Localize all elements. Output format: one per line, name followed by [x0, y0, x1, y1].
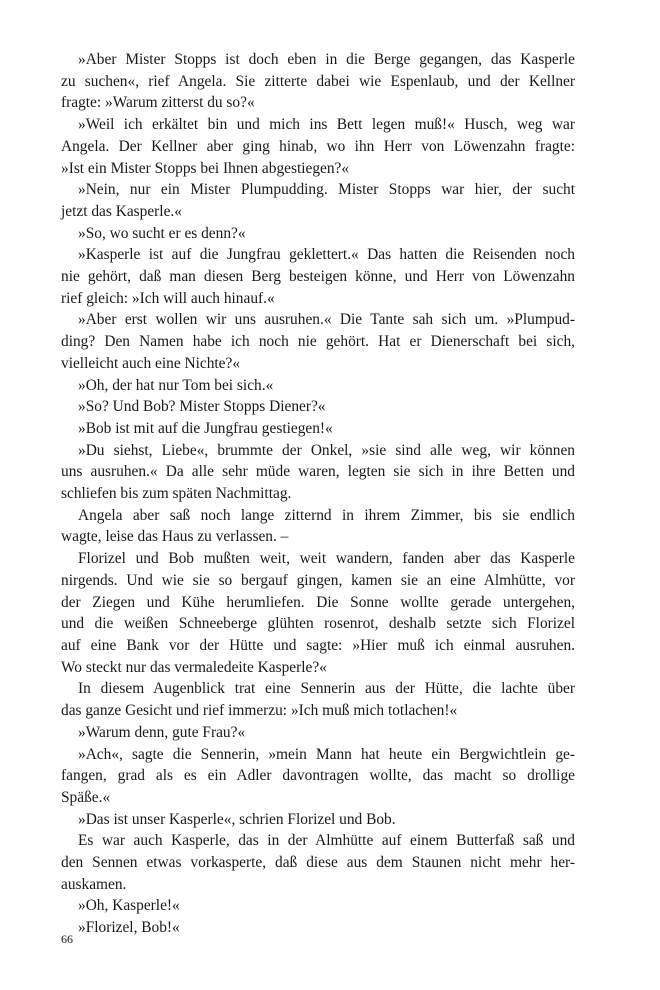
text-line: auf eine Bank vor der Hütte und sagte: »Hier muß ich einmal ausruhen.	[61, 636, 575, 654]
text-line: »Ist ein Mister Stopps bei Ihnen abgestiegen?«	[61, 159, 350, 177]
text-line: Angela. Der Kellner aber ging hinab, wo ihn Herr von Löwenzahn fragte:	[61, 137, 575, 155]
text-line: das ganze Gesicht und rief immerzu: »Ich muß mich totlachen!«	[61, 702, 458, 720]
text-line: jetzt das Kasperle.«	[61, 202, 182, 220]
text-line: Wo steckt nur das vermaledeite Kasperle?«	[61, 658, 327, 676]
text-line: der Ziegen und Kühe herumliefen. Die Sonne wollte gerade untergehen,	[61, 593, 575, 611]
paragraph	[61, 548, 575, 678]
paragraph	[61, 375, 575, 397]
text-line: rief gleich: »Ich will auch hinauf.«	[61, 289, 275, 307]
text-line: »Ach«, sagte die Sennerin, »mein Mann hat heute ein Bergwichtlein ge-	[78, 745, 575, 763]
text-line: fangen, grad als es ein Adler davontragen wollte, das macht so drollige	[61, 767, 575, 785]
text-line: Angela aber saß noch lange zitternd in ihrem Zimmer, bis sie endlich	[78, 506, 575, 524]
text-line: »So? Und Bob? Mister Stopps Diener?«	[78, 398, 326, 416]
text-line: »Bob ist mit auf die Jungfrau gestiegen!«	[78, 419, 333, 437]
text-line: Es war auch Kasperle, das in der Almhütte auf einem Butterfaß saß und	[78, 832, 575, 850]
book-page	[61, 49, 575, 939]
text-line: »Kasperle ist auf die Jungfrau geklettert.« Das hatten die Reisenden noch	[78, 246, 575, 264]
text-line: »Oh, der hat nur Tom bei sich.«	[78, 376, 274, 394]
paragraph	[61, 244, 575, 309]
text-line: »Aber Mister Stopps ist doch eben in die Berge gegangen, das Kasperle	[78, 51, 575, 68]
paragraph	[61, 505, 575, 548]
paragraph	[61, 895, 575, 917]
paragraph	[61, 418, 575, 440]
text-line: fragte: »Warum zitterst du so?«	[61, 94, 255, 112]
text-line: nirgends. Und wie sie so bergauf gingen, kamen sie an eine Almhütte, vor	[61, 571, 575, 589]
text-line: schliefen bis zum späten Nachmittag.	[61, 485, 292, 503]
paragraph	[61, 830, 575, 895]
text-line: zu suchen«, rief Angela. Sie zitterte dabei wie Espenlaub, und der Kellner	[61, 72, 575, 90]
paragraph	[61, 440, 575, 505]
text-line: vielleicht auch eine Nichte?«	[61, 354, 241, 372]
text-line: »Weil ich erkältet bin und mich ins Bett legen muß!« Husch, weg war	[78, 116, 575, 134]
paragraph	[61, 809, 575, 831]
text-line: »So, wo sucht er es denn?«	[78, 224, 246, 242]
text-line: »Oh, Kasperle!«	[78, 897, 180, 915]
text-line: Späße.«	[61, 788, 111, 806]
text-line: den Sennen etwas vorkasperte, daß diese aus dem Staunen nicht mehr her-	[61, 854, 575, 872]
text-line: ding? Den Namen habe ich noch nie gehört. Hat er Dienerschaft bei sich,	[61, 333, 575, 351]
paragraph	[61, 722, 575, 744]
text-line: uns ausruhen.« Da alle sehr müde waren, legten sie sich in ihre Betten und	[61, 463, 575, 481]
text-line: »Aber erst wollen wir uns ausruhen.« Die Tante sah sich um. »Plumpud-	[78, 311, 575, 329]
text-line: auskamen.	[61, 875, 127, 893]
text-line: »Warum denn, gute Frau?«	[78, 723, 246, 741]
body-text	[61, 49, 575, 939]
text-line: »Florizel, Bob!«	[78, 919, 180, 937]
paragraph	[61, 917, 575, 939]
text-line: wagte, leise das Haus zu verlassen. –	[61, 528, 289, 546]
paragraph	[61, 678, 575, 721]
paragraph	[61, 223, 575, 245]
paragraph	[61, 179, 575, 222]
text-line: »Du siehst, Liebe«, brummte der Onkel, »sie sind alle weg, wir können	[78, 441, 575, 459]
paragraph	[61, 309, 575, 374]
paragraph	[61, 114, 575, 179]
text-line: »Nein, nur ein Mister Plumpudding. Mister Stopps war hier, der sucht	[78, 181, 575, 199]
text-line: nie gehört, daß man diesen Berg besteigen könne, und Herr von Löwenzahn	[61, 268, 575, 286]
paragraph	[61, 49, 575, 114]
paragraph	[61, 396, 575, 418]
text-line: Florizel und Bob mußten weit, weit wandern, fanden aber das Kasperle	[78, 550, 575, 568]
paragraph	[61, 744, 575, 809]
text-line: In diesem Augenblick trat eine Sennerin aus der Hütte, die lachte über	[78, 680, 575, 698]
text-line: »Das ist unser Kasperle«, schrien Florizel und Bob.	[78, 810, 396, 828]
text-line: und die weißen Schneeberge glühten rosenrot, deshalb setzte sich Florizel	[61, 615, 575, 633]
page-number: 66	[61, 932, 73, 946]
